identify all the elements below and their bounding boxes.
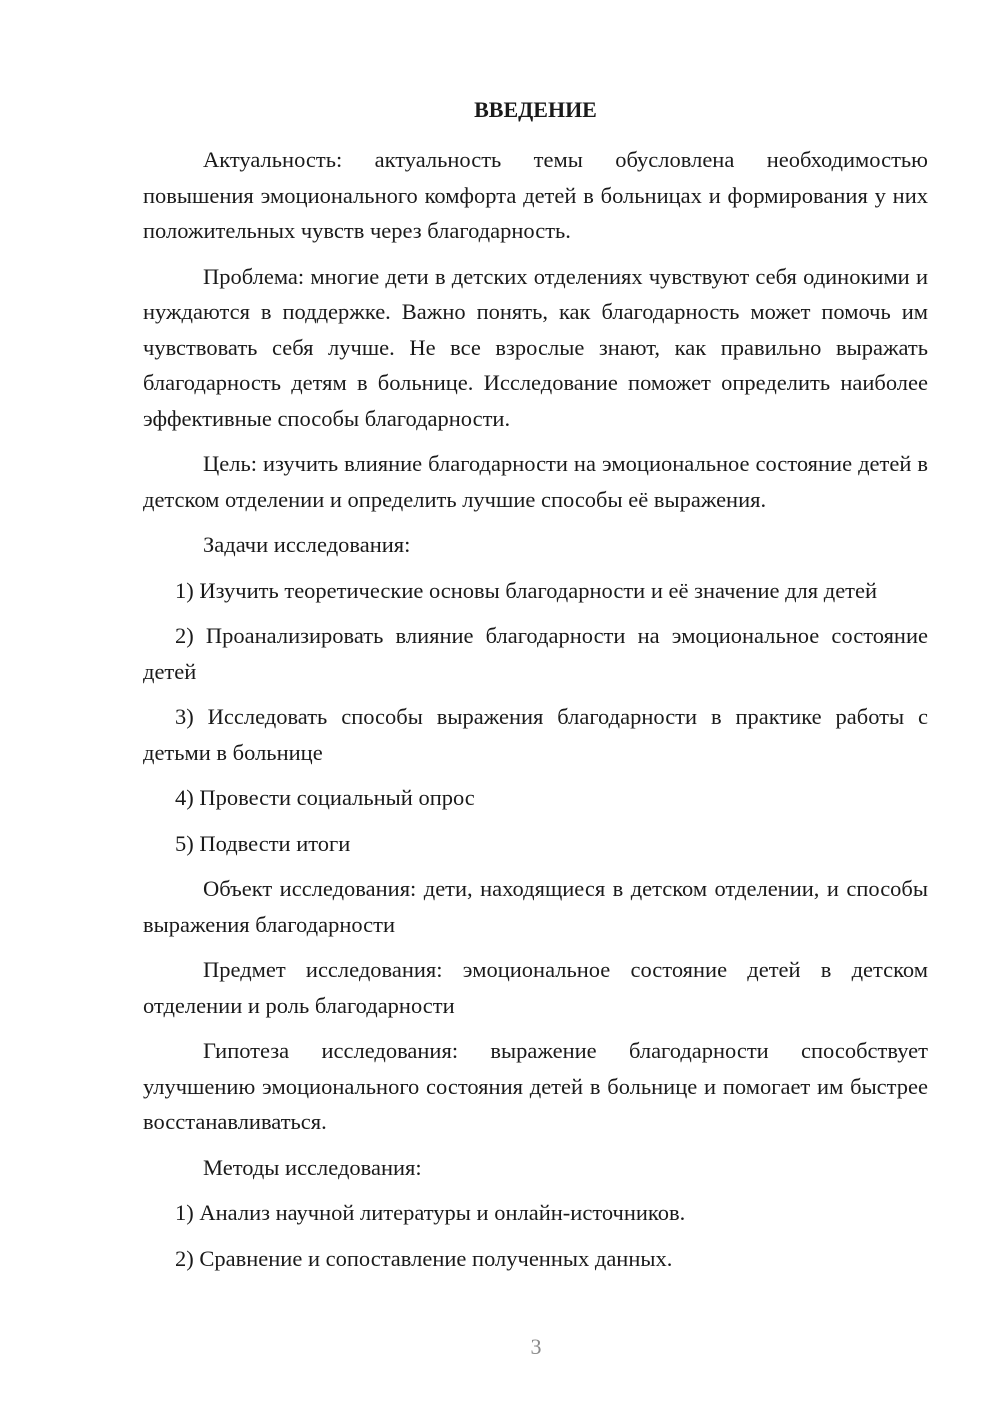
task-item: 1) Изучить теоретические основы благодарности и её значение для детей xyxy=(175,577,878,603)
method-item: 1) Анализ научной литературы и онлайн-источников. xyxy=(175,1200,686,1225)
object-paragraph: Объект исследования: дети, находящиеся в детском отделении, и способы выражения благодарности xyxy=(143,876,928,937)
task-item: 3) Исследовать способы выражения благодарности в практике работы с детьми в больнице xyxy=(143,704,928,765)
problem-paragraph: Проблема: многие дети в детских отделениях чувствуют себя одинокими и нуждаются в поддержке. Важно понять, как благодарность может помочь им чувствовать себя лучше. Не все взрослые знают, как правильно выражать благодарность детям в больнице. Исследование поможет определить наиболее эффективные способы благодарности. xyxy=(143,263,928,431)
goal-paragraph: Цель: изучить влияние благодарности на эмоциональное состояние детей в детском отделении и определить лучшие способы её выражения. xyxy=(143,451,928,512)
method-item: 2) Сравнение и сопоставление полученных данных. xyxy=(175,1245,673,1271)
tasks-title: Задачи исследования: xyxy=(203,532,411,557)
task-item: 2) Проанализировать влияние благодарности на эмоциональное состояние детей xyxy=(143,623,928,684)
page-number: 3 xyxy=(530,1334,542,1359)
document-page xyxy=(143,92,928,1276)
section-heading: ВВЕДЕНИЕ xyxy=(474,97,597,122)
task-item: 5) Подвести итоги xyxy=(175,830,351,856)
methods-title: Методы исследования: xyxy=(203,1154,422,1180)
task-item: 4) Провести социальный опрос xyxy=(175,785,475,810)
subject-paragraph: Предмет исследования: эмоциональное состояние детей в детском отделении и роль благодарности xyxy=(143,957,928,1018)
relevance-paragraph: Актуальность: актуальность темы обусловлена необходимостью повышения эмоционального комфорта детей в больницах и формирования у них положительных чувств через благодарность. xyxy=(143,147,928,243)
hypothesis-paragraph: Гипотеза исследования: выражение благодарности способствует улучшению эмоционального состояния детей в больнице и помогает им быстрее восстанавливаться. xyxy=(143,1038,928,1134)
